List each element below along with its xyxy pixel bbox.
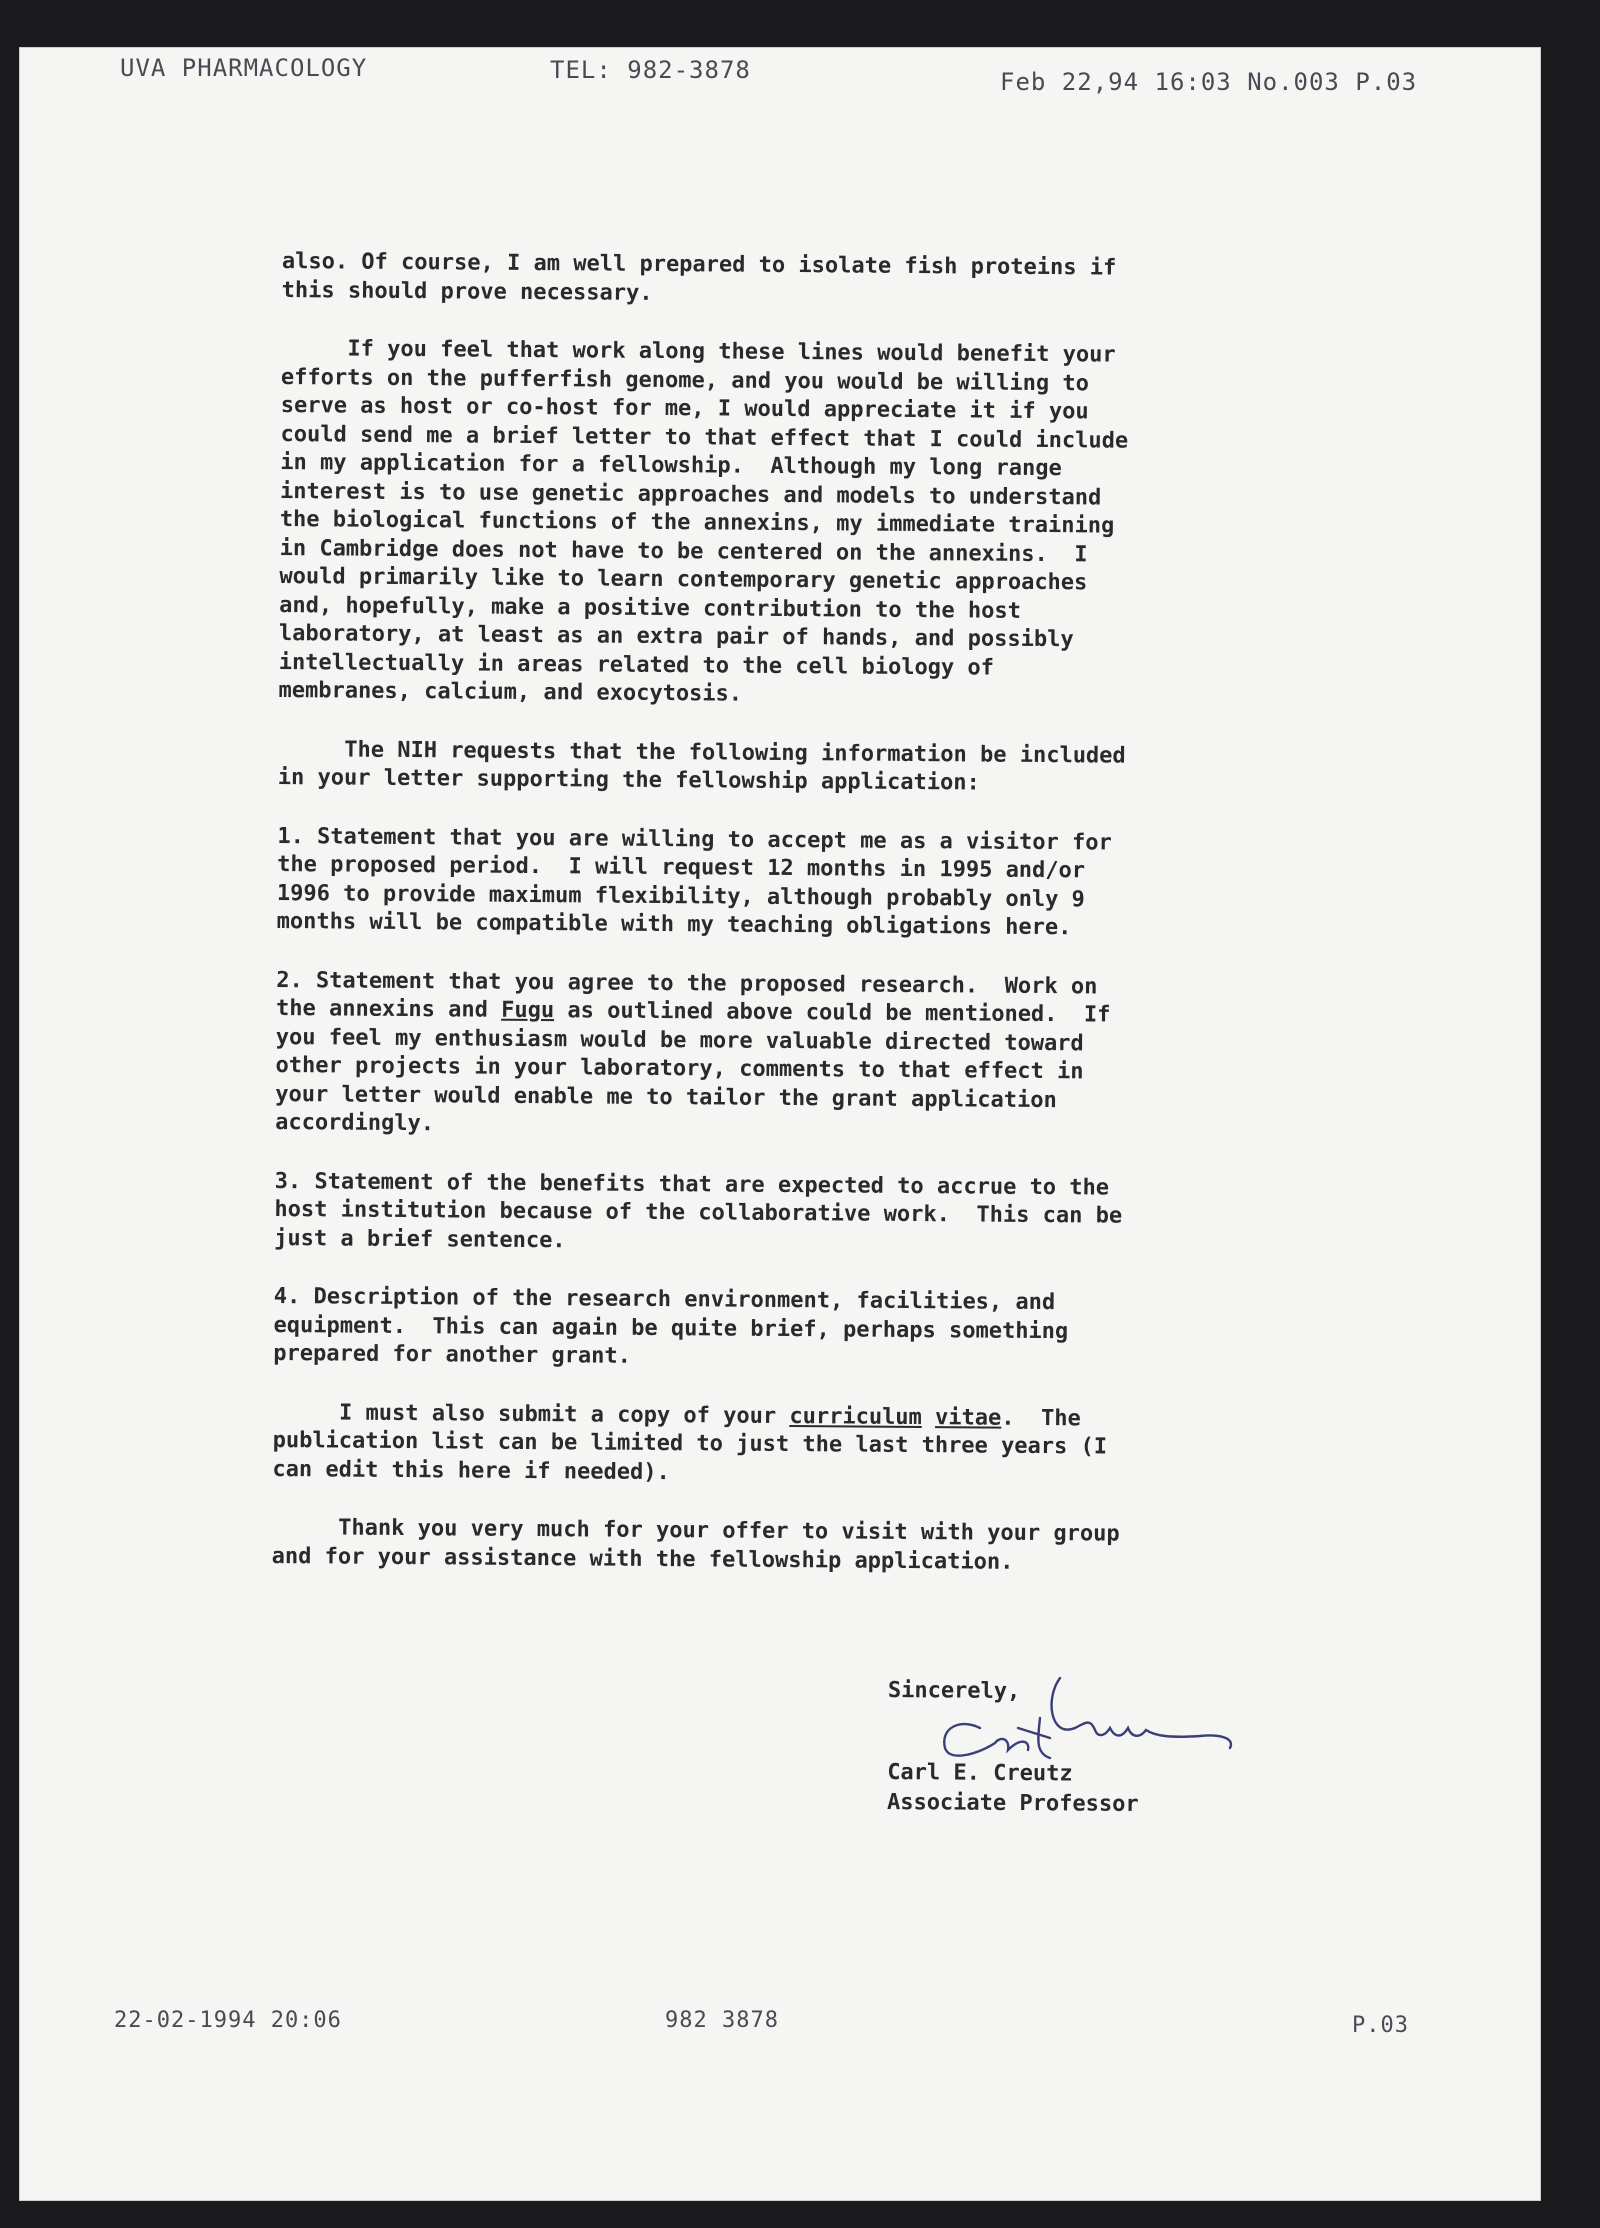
paragraph-cv <box>272 1398 1433 1493</box>
letter-body <box>271 248 1442 1610</box>
fax-header-sender: UVA PHARMACOLOGY <box>120 54 368 82</box>
list-item-1: 1. Statement that you are willing to accept me as a visitor for the proposed period. I will request 12 months in 1995 and/or 1996 to provide maximum flexibility, although probably only 9 months will be compatible with my teaching obligations here. <box>276 823 1112 941</box>
fax-header-tel: TEL: 982-3878 <box>550 56 751 84</box>
list-item-2 <box>275 966 1436 1146</box>
signer-title: Associate Professor <box>886 1789 1139 1817</box>
vitae-term: vitae <box>935 1404 1002 1431</box>
list-item-3: 3. Statement of the benefits that are expected to accrue to the host institution because of the collaborative work. This can be just a brief sentence. <box>274 1168 1123 1253</box>
paragraph-nih: The NIH requests that the following information be included in your letter supporting the fellowship application: <box>277 736 1126 796</box>
closing-block <box>887 1676 1140 1820</box>
fax-footer-number: 982 3878 <box>665 2008 779 2033</box>
paragraph-thanks: Thank you very much for your offer to visit with your group and for your assistance with the fellowship application. <box>271 1514 1120 1575</box>
paragraph-intro: also. Of course, I am well prepared to isolate fish proteins if this should prove necessary. <box>281 248 1117 306</box>
list-item-2-text-b: as outlined above could be mentioned. If you feel my enthusiasm would be more valuable directed toward other projects in your laboratory, comments to that effect in your letter would enable me to tailor the grant application accordingly. <box>275 998 1111 1137</box>
list-item-2-text-a: 2. Statement that you agree to the proposed research. Work on the annexins and <box>275 967 1098 1023</box>
paragraph-cv-text-a: I must also submit a copy of your <box>272 1399 790 1429</box>
fax-footer-page: P.03 <box>1352 2013 1409 2038</box>
signer-name: Carl E. Creutz <box>887 1759 1073 1787</box>
fax-header-stamp: Feb 22,94 16:03 No.003 P.03 <box>1000 68 1418 96</box>
fax-footer-datetime: 22-02-1994 20:06 <box>114 2008 342 2033</box>
fugu-term: Fugu <box>501 997 555 1024</box>
letter-page <box>20 48 1540 2200</box>
paragraph-request: If you feel that work along these lines would benefit your efforts on the pufferfish genome, and you would be willing to serve as host or co-host for me, I would appreciate it if you could send me a brief letter to that effect that I could include in my application for a fellowship. Although my long range interest is to use genetic approaches and models to understand the biological functions of the annexins, my immediate training in Cambridge does not have to be centered on the annexins. I would primarily like to learn contemporary genetic approaches and, hopefully, make a positive contribution to the host laboratory, at least as an extra pair of hands, and possibly intellectually in areas related to the cell biology of membranes, calcium, and exocytosis. <box>278 335 1129 707</box>
list-item-4: 4. Description of the research environment, facilities, and equipment. This can again be quite brief, perhaps something prepared for another grant. <box>273 1283 1069 1369</box>
curriculum-term: curriculum <box>789 1403 922 1430</box>
salutation: Sincerely, <box>887 1677 1021 1705</box>
space <box>922 1405 935 1430</box>
paragraph-cv-text-b: . The publication list can be limited to just the last three years (I can edit this here if needed). <box>272 1405 1108 1485</box>
